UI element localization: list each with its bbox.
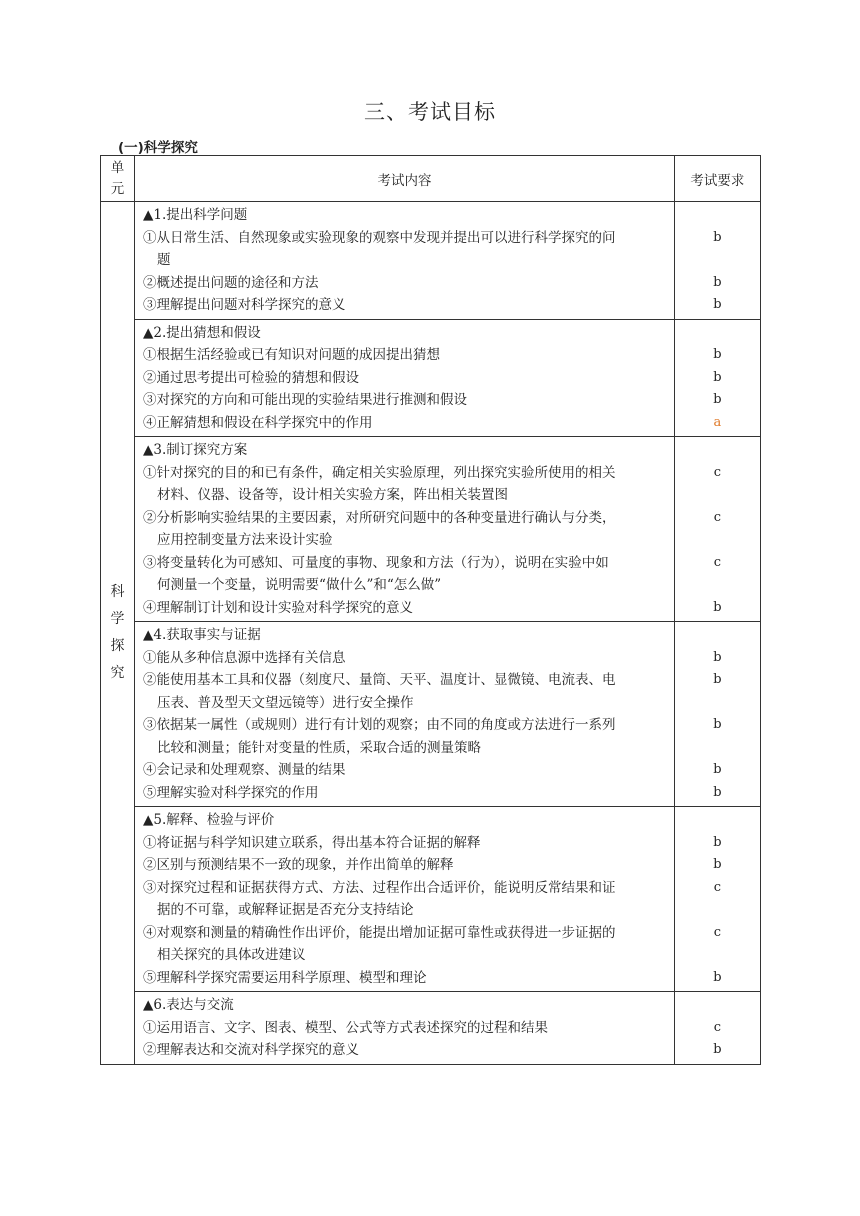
requirement-value: b [713,369,722,385]
requirement-value: b [713,784,722,800]
page-title: 三、考试目标 [364,100,496,124]
requirement-value: b [713,1042,722,1057]
group-title: ▲6.表达与交流 [143,997,234,1013]
item-text: ①将证据与科学知识建立联系，得出基本符合证据的解释 [143,834,481,851]
header-content: 考试内容 [135,156,675,202]
requirement-spacer [675,737,760,760]
requirement-value: b [713,857,722,872]
requirement-cell [674,992,760,1065]
header-requirement: 考试要求 [674,156,760,202]
requirement-value: b [713,649,722,665]
item-text: ②概述提出问题的途径和方法 [143,274,319,291]
item-text: ①运用语言、文字、图表、模型、公式等方式表述探究的过程和结果 [143,1019,549,1036]
requirement-spacer [675,809,760,832]
requirement-value: b [713,599,722,615]
requirement-value: b [713,347,722,362]
requirement-value: b [713,969,722,985]
item-text: ④正解猜想和假设在科学探究中的作用 [143,414,373,431]
table-row [101,622,761,807]
group-title: ▲2.提出猜想和假设 [143,324,261,341]
content-cell [135,807,675,992]
requirement-value: b [713,392,722,407]
requirement-spacer [675,322,760,345]
item-text: ⑤理解科学探究需要运用科学原理、模型和理论 [143,969,427,986]
content-cell [135,622,675,807]
group-title: ▲4.获取事实与证据 [143,627,261,643]
requirement-cell [674,202,760,320]
item-text: 据的不可靠，或解释证据是否充分支持结论 [157,902,414,918]
content-cell [135,437,675,622]
item-text: ②能使用基本工具和仪器（刻度尺、量筒、天平、温度计、显微镜、电流表、电 [143,672,616,688]
table-row [101,807,761,992]
requirement-value: b [713,717,722,732]
item-text: 应用控制变量方法来设计实验 [157,532,333,548]
requirement-spacer [675,204,760,227]
exam-goals-table [100,155,761,1065]
requirement-value: c [713,879,722,895]
item-text: ④对观察和测量的精确性作出评价，能提出增加证据可靠性或获得进一步证据的 [143,924,616,941]
requirement-value: c [713,924,722,940]
content-cell [135,992,675,1065]
requirement-cell [674,807,760,992]
requirement-value: b [713,672,722,687]
item-text: 材料、仪器、设备等，设计相关实验方案，阵出相关装置图 [157,487,509,503]
item-text: ②分析影响实验结果的主要因素，对所研究问题中的各种变量进行确认与分类， [143,509,616,526]
group-title: ▲1.提出科学问题 [143,207,248,223]
requirement-value: b [713,274,722,290]
requirement-value: b [713,762,722,777]
item-text: ⑤理解实验对科学探究的作用 [143,784,319,801]
item-text: ③对探究过程和证据获得方式、方法、过程作出合适评价，能说明反常结果和证 [143,879,616,896]
group-title: ▲5.解释、检验与评价 [143,812,275,828]
requirement-value: b [713,229,722,245]
section-title: (一)科学探究 [118,140,198,156]
requirement-value: c [713,554,722,570]
table-header-row [101,156,761,202]
item-text: 压表、普及型天文望远镜等）进行安全操作 [157,694,414,711]
requirement-cell [674,319,760,437]
content-cell [135,202,675,320]
requirement-value: c [713,464,722,480]
table-row [101,319,761,437]
item-text: 题 [157,252,171,268]
item-text: ④会记录和处理观察、测量的结果 [143,762,346,778]
unit-label-char: 究 [110,664,125,681]
requirement-spacer [675,624,760,647]
item-text: ①根据生活经验或已有知识对问题的成因提出猜想 [143,347,441,363]
requirement-spacer [675,994,760,1017]
item-text: 比较和测量；能针对变量的性质，采取合适的测量策略 [157,739,482,756]
item-text: ②区别与预测结果不一致的现象，并作出简单的解释 [143,857,454,873]
group-title: ▲3.制订探究方案 [143,442,248,458]
item-text: ③依据某一属性（或规则）进行有计划的观察；由不同的角度或方法进行一系列 [143,717,616,733]
header-unit [101,156,135,202]
requirement-spacer [675,692,760,715]
item-text: ④理解制订计划和设计实验对科学探究的意义 [143,599,414,616]
requirement-spacer [675,249,760,272]
unit-label-char: 学 [110,610,125,627]
item-text: ③将变量转化为可感知、可量度的事物、现象和方法（行为），说明在实验中如 [143,554,609,571]
unit-label-char: 探 [110,637,125,654]
requirement-cell [674,437,760,622]
unit-cell [101,202,135,1065]
header-unit-char: 单 [110,159,125,176]
header-unit-char: 元 [110,180,125,197]
requirement-spacer [675,484,760,507]
requirement-value: b [713,834,722,850]
requirement-spacer [675,944,760,967]
requirement-spacer [675,529,760,552]
item-text: ①针对探究的目的和已有条件，确定相关实验原理，列出探究实验所使用的相关 [143,464,616,481]
item-text: ③理解提出问题对科学探究的意义 [143,297,346,313]
requirement-value: b [713,297,722,312]
requirement-cell [674,622,760,807]
requirement-spacer [675,574,760,597]
requirement-value: a [713,414,722,430]
content-cell [135,319,675,437]
requirement-spacer [675,439,760,462]
requirement-spacer [675,899,760,922]
item-text: ②通过思考提出可检验的猜想和假设 [143,369,360,386]
item-text: 何测量一个变量，说明需要“做什么”和“怎么做” [157,577,442,593]
unit-label-char: 科 [110,583,125,600]
table-row [101,992,761,1065]
item-text: ①能从多种信息源中选择有关信息 [143,649,346,666]
table-row [101,202,761,320]
table-row [101,437,761,622]
item-text: ①从日常生活、自然现象或实验现象的观察中发现并提出可以进行科学探究的问 [143,229,616,246]
item-text: 相关探究的具体改进建议 [157,947,306,963]
item-text: ②理解表达和交流对科学探究的意义 [143,1042,360,1058]
item-text: ③对探究的方向和可能出现的实验结果进行推测和假设 [143,392,468,408]
requirement-value: c [713,1019,722,1035]
requirement-value: c [713,509,722,525]
